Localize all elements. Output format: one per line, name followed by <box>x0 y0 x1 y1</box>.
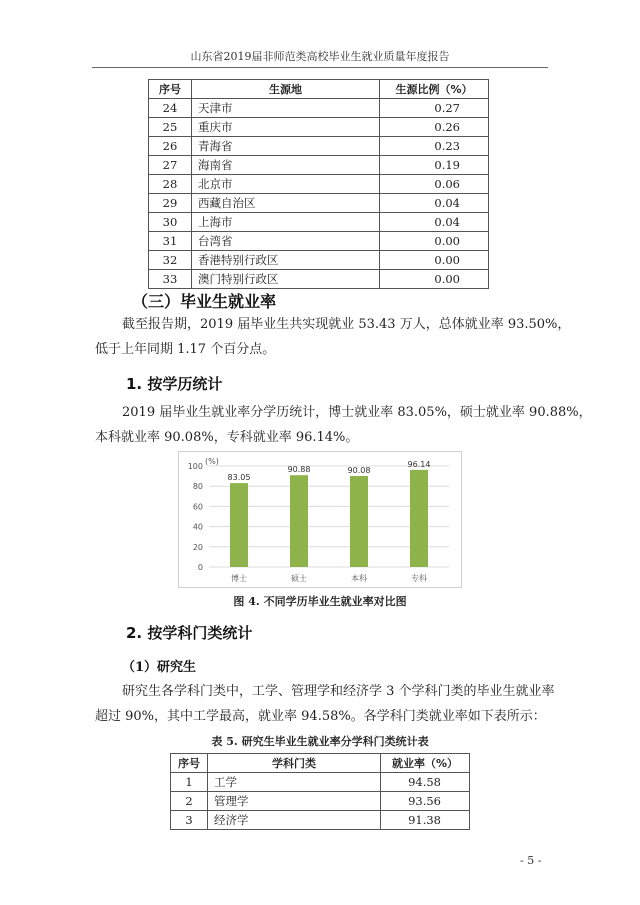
subsection-title-by-degree: 1. 按学历统计 <box>126 375 223 393</box>
cell-value: 93.56 <box>381 792 470 811</box>
paragraph-by-degree-line1: 2019 届毕业生就业率分学历统计，博士就业率 83.05%，硕士就业率 90.88%， <box>122 405 592 420</box>
data-label: 96.14 <box>407 459 431 469</box>
bar <box>410 470 428 567</box>
y-tick-label: 0 <box>197 563 203 572</box>
table-row <box>149 99 489 118</box>
col-header-discipline: 学科门类 <box>208 754 381 773</box>
cell-label: 香港特别行政区 <box>192 251 380 270</box>
cell-label: 台湾省 <box>192 232 380 251</box>
cell-value: 0.26 <box>380 118 489 137</box>
x-tick-label: 本科 <box>351 574 367 583</box>
cell-value: 0.04 <box>380 213 489 232</box>
cell-value: 0.00 <box>380 251 489 270</box>
cell-index: 33 <box>149 270 192 289</box>
cell-value: 0.00 <box>380 270 489 289</box>
y-unit-label: (%) <box>205 457 219 466</box>
table-row <box>171 811 470 830</box>
cell-index: 32 <box>149 251 192 270</box>
table-row <box>149 270 489 289</box>
cell-index: 3 <box>171 811 208 830</box>
cell-label: 上海市 <box>192 213 380 232</box>
item-title-graduate: （1）研究生 <box>122 660 197 675</box>
page-number: - 5 - <box>520 854 542 867</box>
table-row <box>149 213 489 232</box>
y-tick-label: 80 <box>192 482 203 492</box>
cell-value: 0.04 <box>380 194 489 213</box>
cell-value: 0.06 <box>380 175 489 194</box>
cell-index: 27 <box>149 156 192 175</box>
cell-label: 西藏自治区 <box>192 194 380 213</box>
cell-value: 0.27 <box>380 99 489 118</box>
cell-index: 24 <box>149 99 192 118</box>
x-tick-label: 博士 <box>231 574 247 583</box>
cell-value: 91.38 <box>381 811 470 830</box>
table-row <box>149 251 489 270</box>
table-row <box>149 156 489 175</box>
y-tick-label: 60 <box>192 502 203 512</box>
header-rule <box>92 67 548 68</box>
table-row <box>149 194 489 213</box>
data-label: 83.05 <box>227 473 251 483</box>
table-row <box>171 792 470 811</box>
cell-index: 1 <box>171 773 208 792</box>
cell-label: 重庆市 <box>192 118 380 137</box>
chart-frame <box>178 451 462 588</box>
table-row <box>149 118 489 137</box>
x-tick-label: 硕士 <box>291 574 307 583</box>
cell-index: 29 <box>149 194 192 213</box>
paragraph-discipline-line1: 研究生各学科门类中，工学、管理学和经济学 3 个学科门类的毕业生就业率 <box>122 684 555 699</box>
page-header: 山东省2019届非师范类高校毕业生就业质量年度报告 <box>190 50 450 63</box>
table-row <box>149 175 489 194</box>
data-label: 90.08 <box>347 466 371 476</box>
table-header-row <box>149 80 489 99</box>
table5-caption: 表 5. 研究生毕业生就业率分学科门类统计表 <box>211 735 429 748</box>
y-tick-label: 20 <box>192 542 203 552</box>
cell-label: 经济学 <box>208 811 381 830</box>
section-title-employment-rate: （三）毕业生就业率 <box>132 292 277 311</box>
cell-label: 海南省 <box>192 156 380 175</box>
cell-value: 0.19 <box>380 156 489 175</box>
paragraph-total-employment-line1: 截至报告期，2019 届毕业生共实现就业 53.43 万人，总体就业率 93.50%， <box>122 317 571 332</box>
cell-index: 31 <box>149 232 192 251</box>
table-row <box>171 773 470 792</box>
source-region-table <box>148 79 489 289</box>
cell-label: 青海省 <box>192 137 380 156</box>
cell-label: 工学 <box>208 773 381 792</box>
cell-index: 2 <box>171 792 208 811</box>
y-tick-label: 100 <box>187 462 203 471</box>
paragraph-discipline-line2: 超过 90%，其中工学最高，就业率 94.58%。各学科门类就业率如下表所示： <box>95 709 546 724</box>
figure-caption: 图 4. 不同学历毕业生就业率对比图 <box>233 595 407 608</box>
cell-label: 管理学 <box>208 792 381 811</box>
table-row <box>149 137 489 156</box>
paragraph-total-employment-line2: 低于上年同期 1.17 个百分点。 <box>95 342 276 357</box>
col-header-index: 序号 <box>171 754 208 773</box>
cell-value: 94.58 <box>381 773 470 792</box>
discipline-employment-table <box>170 753 470 830</box>
cell-index: 28 <box>149 175 192 194</box>
y-tick-label: 40 <box>192 522 203 532</box>
cell-label: 北京市 <box>192 175 380 194</box>
subsection-title-by-discipline: 2. 按学科门类统计 <box>126 624 253 642</box>
col-header-index: 序号 <box>149 80 192 99</box>
col-header-region: 生源地 <box>192 80 380 99</box>
bar <box>350 476 368 567</box>
bar <box>230 483 248 567</box>
paragraph-by-degree-line2: 本科就业率 90.08%，专科就业率 96.14%。 <box>95 430 359 445</box>
cell-value: 0.00 <box>380 232 489 251</box>
table-header-row <box>171 754 470 773</box>
cell-index: 26 <box>149 137 192 156</box>
bar <box>290 475 308 567</box>
table-row <box>149 232 489 251</box>
x-tick-label: 专科 <box>411 574 427 583</box>
bar-chart-degree-employment <box>179 452 461 587</box>
col-header-rate: 就业率（%） <box>381 754 470 773</box>
cell-index: 25 <box>149 118 192 137</box>
cell-label: 澳门特别行政区 <box>192 270 380 289</box>
col-header-ratio: 生源比例（%） <box>380 80 489 99</box>
cell-index: 30 <box>149 213 192 232</box>
cell-label: 天津市 <box>192 99 380 118</box>
cell-value: 0.23 <box>380 137 489 156</box>
data-label: 90.88 <box>287 465 311 475</box>
